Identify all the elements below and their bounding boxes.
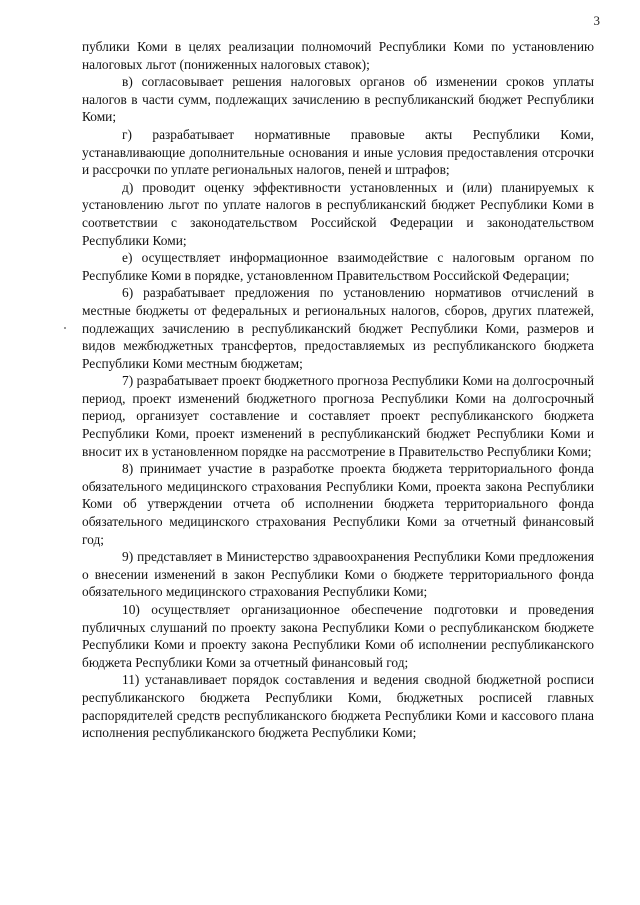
paragraph-item-g: г) разрабатывает нормативные правовые акты Республики Коми, устанавливающие дополнительные основания и иные условия предоставления отсрочки и рассрочки по уплате региональных налогов, пеней и штрафов; bbox=[82, 126, 594, 178]
paragraph-item-9: 9) представляет в Министерство здравоохранения Республики Коми предложения о внесении изменений в закон Республики Коми о бюджете территориального фонда обязательного медицинского страхования Республики Коми; bbox=[82, 549, 594, 600]
paragraph-item-e: е) осуществляет информационное взаимодействие с налоговым органом по Республике Коми в порядке, установленном Правительством Российской Федерации; bbox=[82, 250, 594, 283]
paragraph-item-7: 7) разрабатывает проект бюджетного прогноза Республики Коми на долгосрочный период, проект изменений бюджетного прогноза Республики Коми на долгосрочный период, организует составление и составляет проект республиканского бюджета Республики Коми, проект изменений в республиканский бюджет Республики Коми и вносит их в установленном порядке на рассмотрение в Правительство Республики Коми; bbox=[82, 373, 594, 459]
paragraph-continuation: публики Коми в целях реализации полномочий Республики Коми по установлению налоговых льгот (пониженных налоговых ставок); bbox=[82, 39, 594, 72]
paragraph-item-11: 11) устанавливает порядок составления и ведения сводной бюджетной росписи республиканского бюджета Республики Коми, бюджетных росписей главных распорядителей средств республиканского бюджета Республики Коми и кассового плана исполнения республиканского бюджета Республики Коми; bbox=[82, 672, 594, 741]
page-number: 3 bbox=[593, 13, 600, 28]
scan-speck bbox=[64, 327, 66, 329]
paragraph-item-d: д) проводит оценку эффективности установленных и (или) планируемых к установлению льгот по уплате налогов в республиканский бюджет Республики Коми в соответствии с законодательством Российской Федерации и законодательством Республики Коми; bbox=[82, 179, 594, 248]
paragraph-item-6: 6) разрабатывает предложения по установлению нормативов отчислений в местные бюджеты от федеральных и региональных налогов, сборов, других платежей, подлежащих зачислению в республиканский бюджет Республики Коми, размеров и видов межбюджетных трансфертов, предоставляемых из республиканского бюджета Республики Коми местным бюджетам; bbox=[82, 285, 594, 371]
paragraph-item-8: 8) принимает участие в разработке проекта бюджета территориального фонда обязательного медицинского страхования Республики Коми, проекта закона Республики Коми об утверждении отчета об исполнении бюджета территориального фонда обязательного медицинского страхования Республики Коми за отчетный финансовый год; bbox=[82, 461, 594, 547]
paragraph-item-v: в) согласовывает решения налоговых органов об изменении сроков уплаты налогов в части сумм, подлежащих зачислению в республиканский бюджет Республики Коми; bbox=[82, 74, 594, 125]
paragraph-item-10: 10) осуществляет организационное обеспечение подготовки и проведения публичных слушаний по проекту закона Республики Коми о республиканском бюджете Республики Коми и проекту закона Республики Коми об исполнении республиканского бюджета Республики Коми за отчетный финансовый год; bbox=[82, 602, 594, 670]
document-body bbox=[82, 38, 594, 742]
